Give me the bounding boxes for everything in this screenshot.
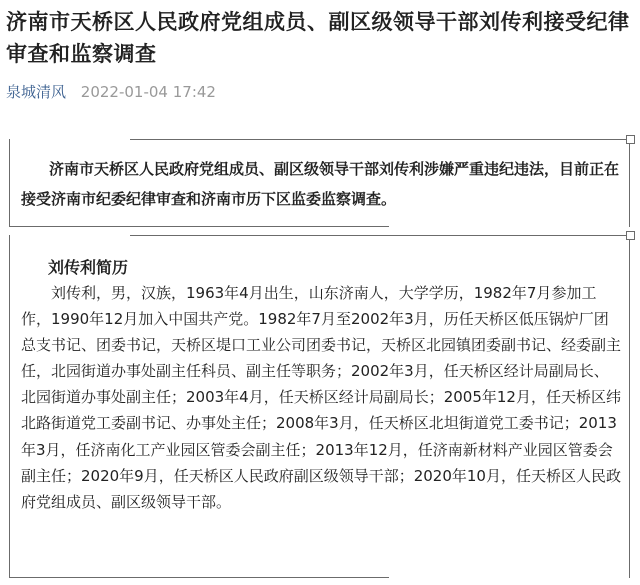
box-bottom-rule — [10, 577, 389, 578]
notice-box — [9, 139, 630, 227]
article-title: 济南市天桥区人民政府党组成员、副区级领导干部刘传利接受纪律审查和监察调查 — [6, 10, 630, 66]
article-meta — [6, 82, 216, 102]
profile-box — [9, 235, 630, 578]
publish-time: 2022-01-04 17:42 — [80, 83, 216, 101]
profile-body: 刘传利，男，汉族，1963年4月出生，山东济南人，大学学历，1982年7月参加工作，1990年12月加入中国共产党。1982年7月至2002年3月，历任天桥区低压锅炉厂团总支书记、团委书记，天桥区堤口工业公司团委书记，天桥区北园镇团委副书记、经委副主任，北园街道办事处副主任科员、副主任等职务；2002年3月，任天桥区经计局副局长、北园街道办事处副主任；2003年4月，任天桥区经计局副局长；2005年12月，任天桥区纬北路街道党工委副书记、办事处主任；2008年3月，任天桥区北坦街道党工委书记；2013年3月，任济南化工产业园区管委会副主任；2013年12月，任济南新材料产业园区管委会副主任；2020年9月，任天桥区人民政府副区级领导干部；2020年10月，任天桥区人民政府党组成员、副区级领导干部。 — [21, 284, 622, 511]
box-top-rule — [130, 235, 629, 236]
notice-text: 济南市天桥区人民政府党组成员、副区级领导干部刘传利涉嫌严重违纪违法，目前正在接受济南市纪委纪律审查和济南市历下区监委监察调查。 — [21, 160, 620, 208]
profile-heading: 刘传利简历 — [48, 258, 129, 277]
box-bottom-rule — [10, 226, 389, 227]
box-corner-marker — [626, 135, 635, 144]
source-link[interactable]: 泉城清风 — [6, 83, 67, 101]
box-corner-marker — [626, 231, 635, 240]
box-top-rule — [130, 139, 629, 140]
